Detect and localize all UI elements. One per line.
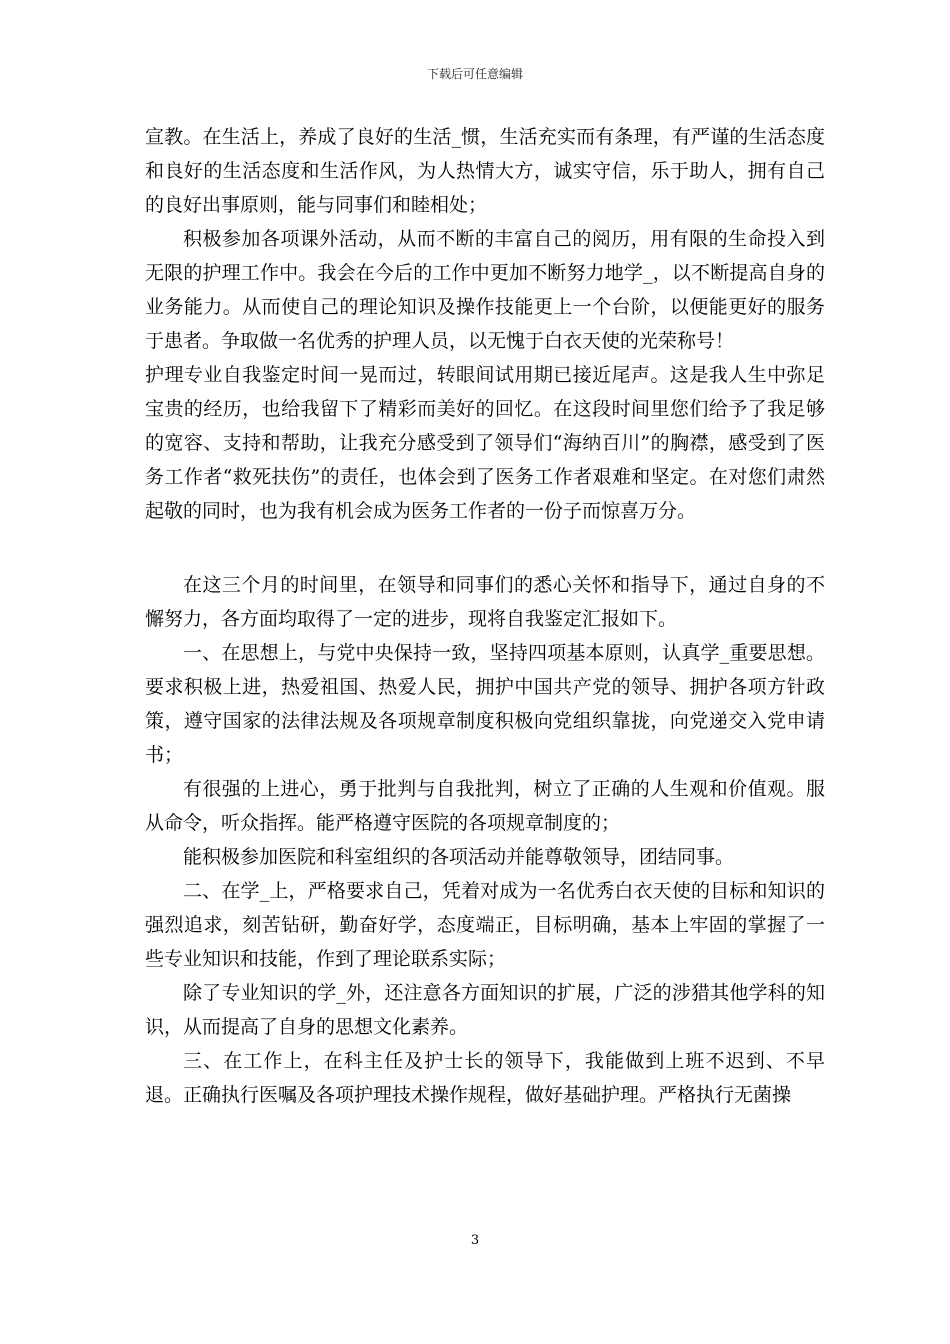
paragraph-7: 能积极参加医院和科室组织的各项活动并能尊敬领导，团结同事。 [183,846,735,868]
paragraph-1: 宣教。在生活上，养成了良好的生活_惯，生活充实而有条理，有严谨的生活态度和良好的生活态度和生活作风，为人热情大方，诚实守信，乐于助人，拥有自己的良好出事原则，能与同事们和睦相处； [145,126,825,216]
paragraph-4: 在这三个月的时间里，在领导和同事们的悉心关怀和指导下，通过自身的不懈努力，各方面均取得了一定的进步，现将自我鉴定汇报如下。 [145,574,825,630]
page-number: 3 [470,1233,480,1248]
paragraph-3: 护理专业自我鉴定时间一晃而过，转眼间试用期已接近尾声。这是我人生中弥足宝贵的经历，也给我留下了精彩而美好的回忆。在这段时间里您们给予了我足够的宽容、支持和帮助，让我充分感受到了领导们“海纳百川”的胸襟，感受到了医务工作者“救死扶伤”的责任，也体会到了医务工作者艰难和坚定。在对您们肃然起敬的同时，也为我有机会成为医务工作者的一份子而惊喜万分。 [145,364,825,522]
paragraph-8: 二、在学_上，严格要求自己，凭着对成为一名优秀白衣天使的目标和知识的强烈追求，刻苦钻研，勤奋好学，态度端正，目标明确，基本上牢固的掌握了一些专业知识和技能，作到了理论联系实际； [145,880,825,970]
paragraph-9: 除了专业知识的学_外，还注意各方面知识的扩展，广泛的涉猎其他学科的知识，从而提高了自身的思想文化素养。 [145,982,825,1038]
paragraph-5: 一、在思想上，与党中央保持一致，坚持四项基本原则，认真学_重要思想。要求积极上进，热爱祖国、热爱人民，拥护中国共产党的领导、拥护各项方针政策，遵守国家的法律法规及各项规章制度积极向党组织靠拢，向党递交入党申请书； [145,642,825,766]
paragraph-gap [145,528,825,568]
paragraph-6: 有很强的上进心，勇于批判与自我批判，树立了正确的人生观和价值观。服从命令，听众指挥。能严格遵守医院的各项规章制度的； [145,778,825,834]
paragraph-2: 积极参加各项课外活动，从而不断的丰富自己的阅历，用有限的生命投入到无限的护理工作中。我会在今后的工作中更加不断努力地学_，以不断提高自身的业务能力。从而使自己的理论知识及操作技能更上一个台阶，以便能更好的服务于患者。争取做一名优秀的护理人员，以无愧于白衣天使的光荣称号！ [145,228,825,352]
document-body [145,120,825,1112]
paragraph-10: 三、在工作上，在科主任及护士长的领导下，我能做到上班不迟到、不早退。正确执行医嘱及各项护理技术操作规程，做好基础护理。严格执行无菌操 [145,1050,825,1106]
page-header: 下载后可任意编辑 [426,67,523,81]
